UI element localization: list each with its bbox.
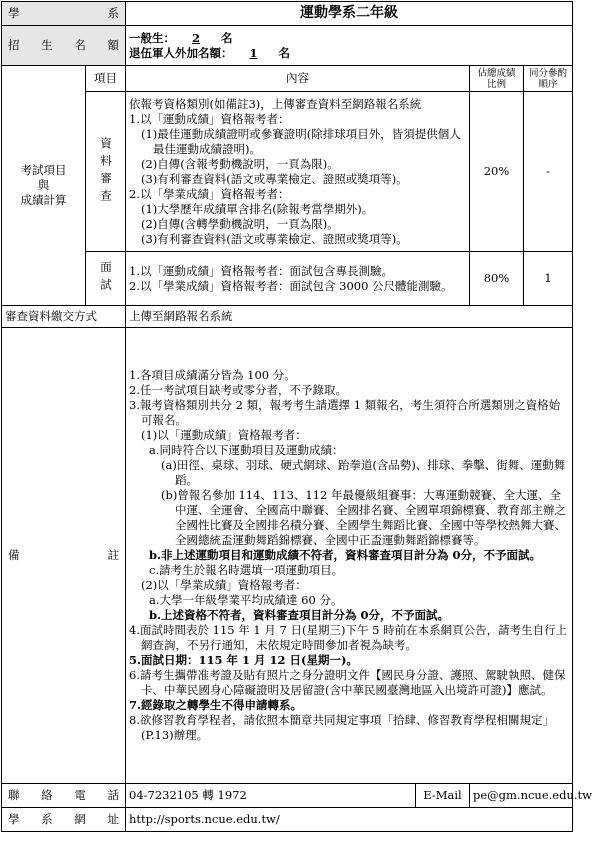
col-order-header: 同分參酌順序 — [524, 66, 573, 92]
col-content-header: 內容 — [126, 66, 470, 92]
interview-item: 面試 — [86, 252, 126, 306]
phone-value: 04-7232105 轉 1972 — [126, 784, 416, 808]
review-item: 資料審查 — [86, 92, 126, 252]
notes-label: 備註 — [2, 328, 126, 784]
review-ratio: 20% — [470, 92, 524, 252]
submit-label: 審查資料繳交方式 — [2, 306, 126, 328]
quota-cell: 一般生： 2 名 退伍軍人外加名額： 1 名 — [126, 26, 573, 66]
interview-content: 1.以「運動成績」資格報考者：面試包含專長測驗。 2.以「學業成績」資格報考者：面試包含 3000 公尺體能測驗。 — [126, 252, 470, 306]
department-name: 運動學系二年級 — [126, 2, 573, 26]
department-info-table — [1, 1, 592, 832]
phone-label: 聯絡電話 — [2, 784, 126, 808]
exam-label: 考試項目 與 成績計算 — [2, 66, 86, 306]
review-order: - — [524, 92, 573, 252]
quota-label: 招生名額 — [2, 26, 126, 66]
col-item-header: 項目 — [86, 66, 126, 92]
department-label: 學系 — [2, 2, 126, 26]
review-content: 依報考資格類別(如備註3)，上傳審查資料至網路報名系統 1.以「運動成績」資格報考者： (1)最佳運動成績證明或參賽證明(除排球項目外，皆須提供個人最佳運動成績證明)。 (2)自傳(含報考動機說明，一頁為限)。 (3)有利審查資料(語文或專業檢定、證照或獎項等)。 2.以「學業成績」資格報考者： (1)大學歷年成績單含排名(除報考當學期外)。 (2)自傳(含轉學動機說明，一頁為限)。 (3)有利審查資料(語文或專業檢定、證照或獎項等)。 — [126, 92, 470, 252]
website-label: 學系網址 — [2, 808, 126, 832]
interview-order: 1 — [524, 252, 573, 306]
interview-ratio: 80% — [470, 252, 524, 306]
email-link[interactable]: pe@gm.ncue.edu.tw — [470, 784, 573, 808]
website-link[interactable]: http://sports.ncue.edu.tw/ — [126, 808, 573, 832]
notes-content: 1.各項目成績滿分皆為 100 分。 2.任一考試項目缺考或零分者，不予錄取。 3.報考資格類別共分 2 類，報考考生請選擇 1 類報名，考生須符合所選類別之資格始可報名。 (1)以「運動成績」資格報考者： a.同時符合以下運動項目及運動成績： (a)田徑、桌球、羽球、硬式網球、跆拳道(含品勢)、排球、拳擊、街舞、運動舞蹈。 (b)曾報名參加 114、113、112 年最優級組賽事：大專運動競賽、全大運、全中運、全運會、全國高中聯賽、全國排名賽、全國單項錦標賽、教育部主辦之全國性比賽及全國排名積分賽、全國學生舞蹈比賽、全國中等學校熱舞大賽、全國總統盃運動舞蹈錦標賽、全國中正盃運動舞蹈錦標賽等。 b.非上述運動項目和運動成績不符者，資料審查項目計分為 0分，不予面試。 c.請考生於報名時選填一項運動項目。 (2)以「學業成績」資格報考者： a.大學一年級學業平均成績達 60 分。 b.上述資格不符者，資料審查項目計分為 0分，不予面試。 4.面試時間表於 115 年 1 月 7 日(星期三)下午 5 時前在本系網頁公告，請考生自行上網查詢，不另行通知，未依規定時間參加者視為缺考。 5.面試日期：115 年 1 月 12 日(星期一)。 6.請考生攜帶准考證及貼有照片之身分證明文件【國民身分證、護照、駕駛執照、健保卡、中華民國身心障礙證明及居留證(含中華民國臺灣地區入出境許可證)】應試。 7.經錄取之轉學生不得申請轉系。 8.欲修習教育學程者，請依照本簡章共同規定事項「拾肆、修習教育學程相關規定」(P.13)辦理。 — [126, 328, 573, 784]
col-ratio-header: 佔總成績比例 — [470, 66, 524, 92]
submit-value: 上傳至網路報名系統 — [126, 306, 573, 328]
email-label: E-Mail — [416, 784, 470, 808]
